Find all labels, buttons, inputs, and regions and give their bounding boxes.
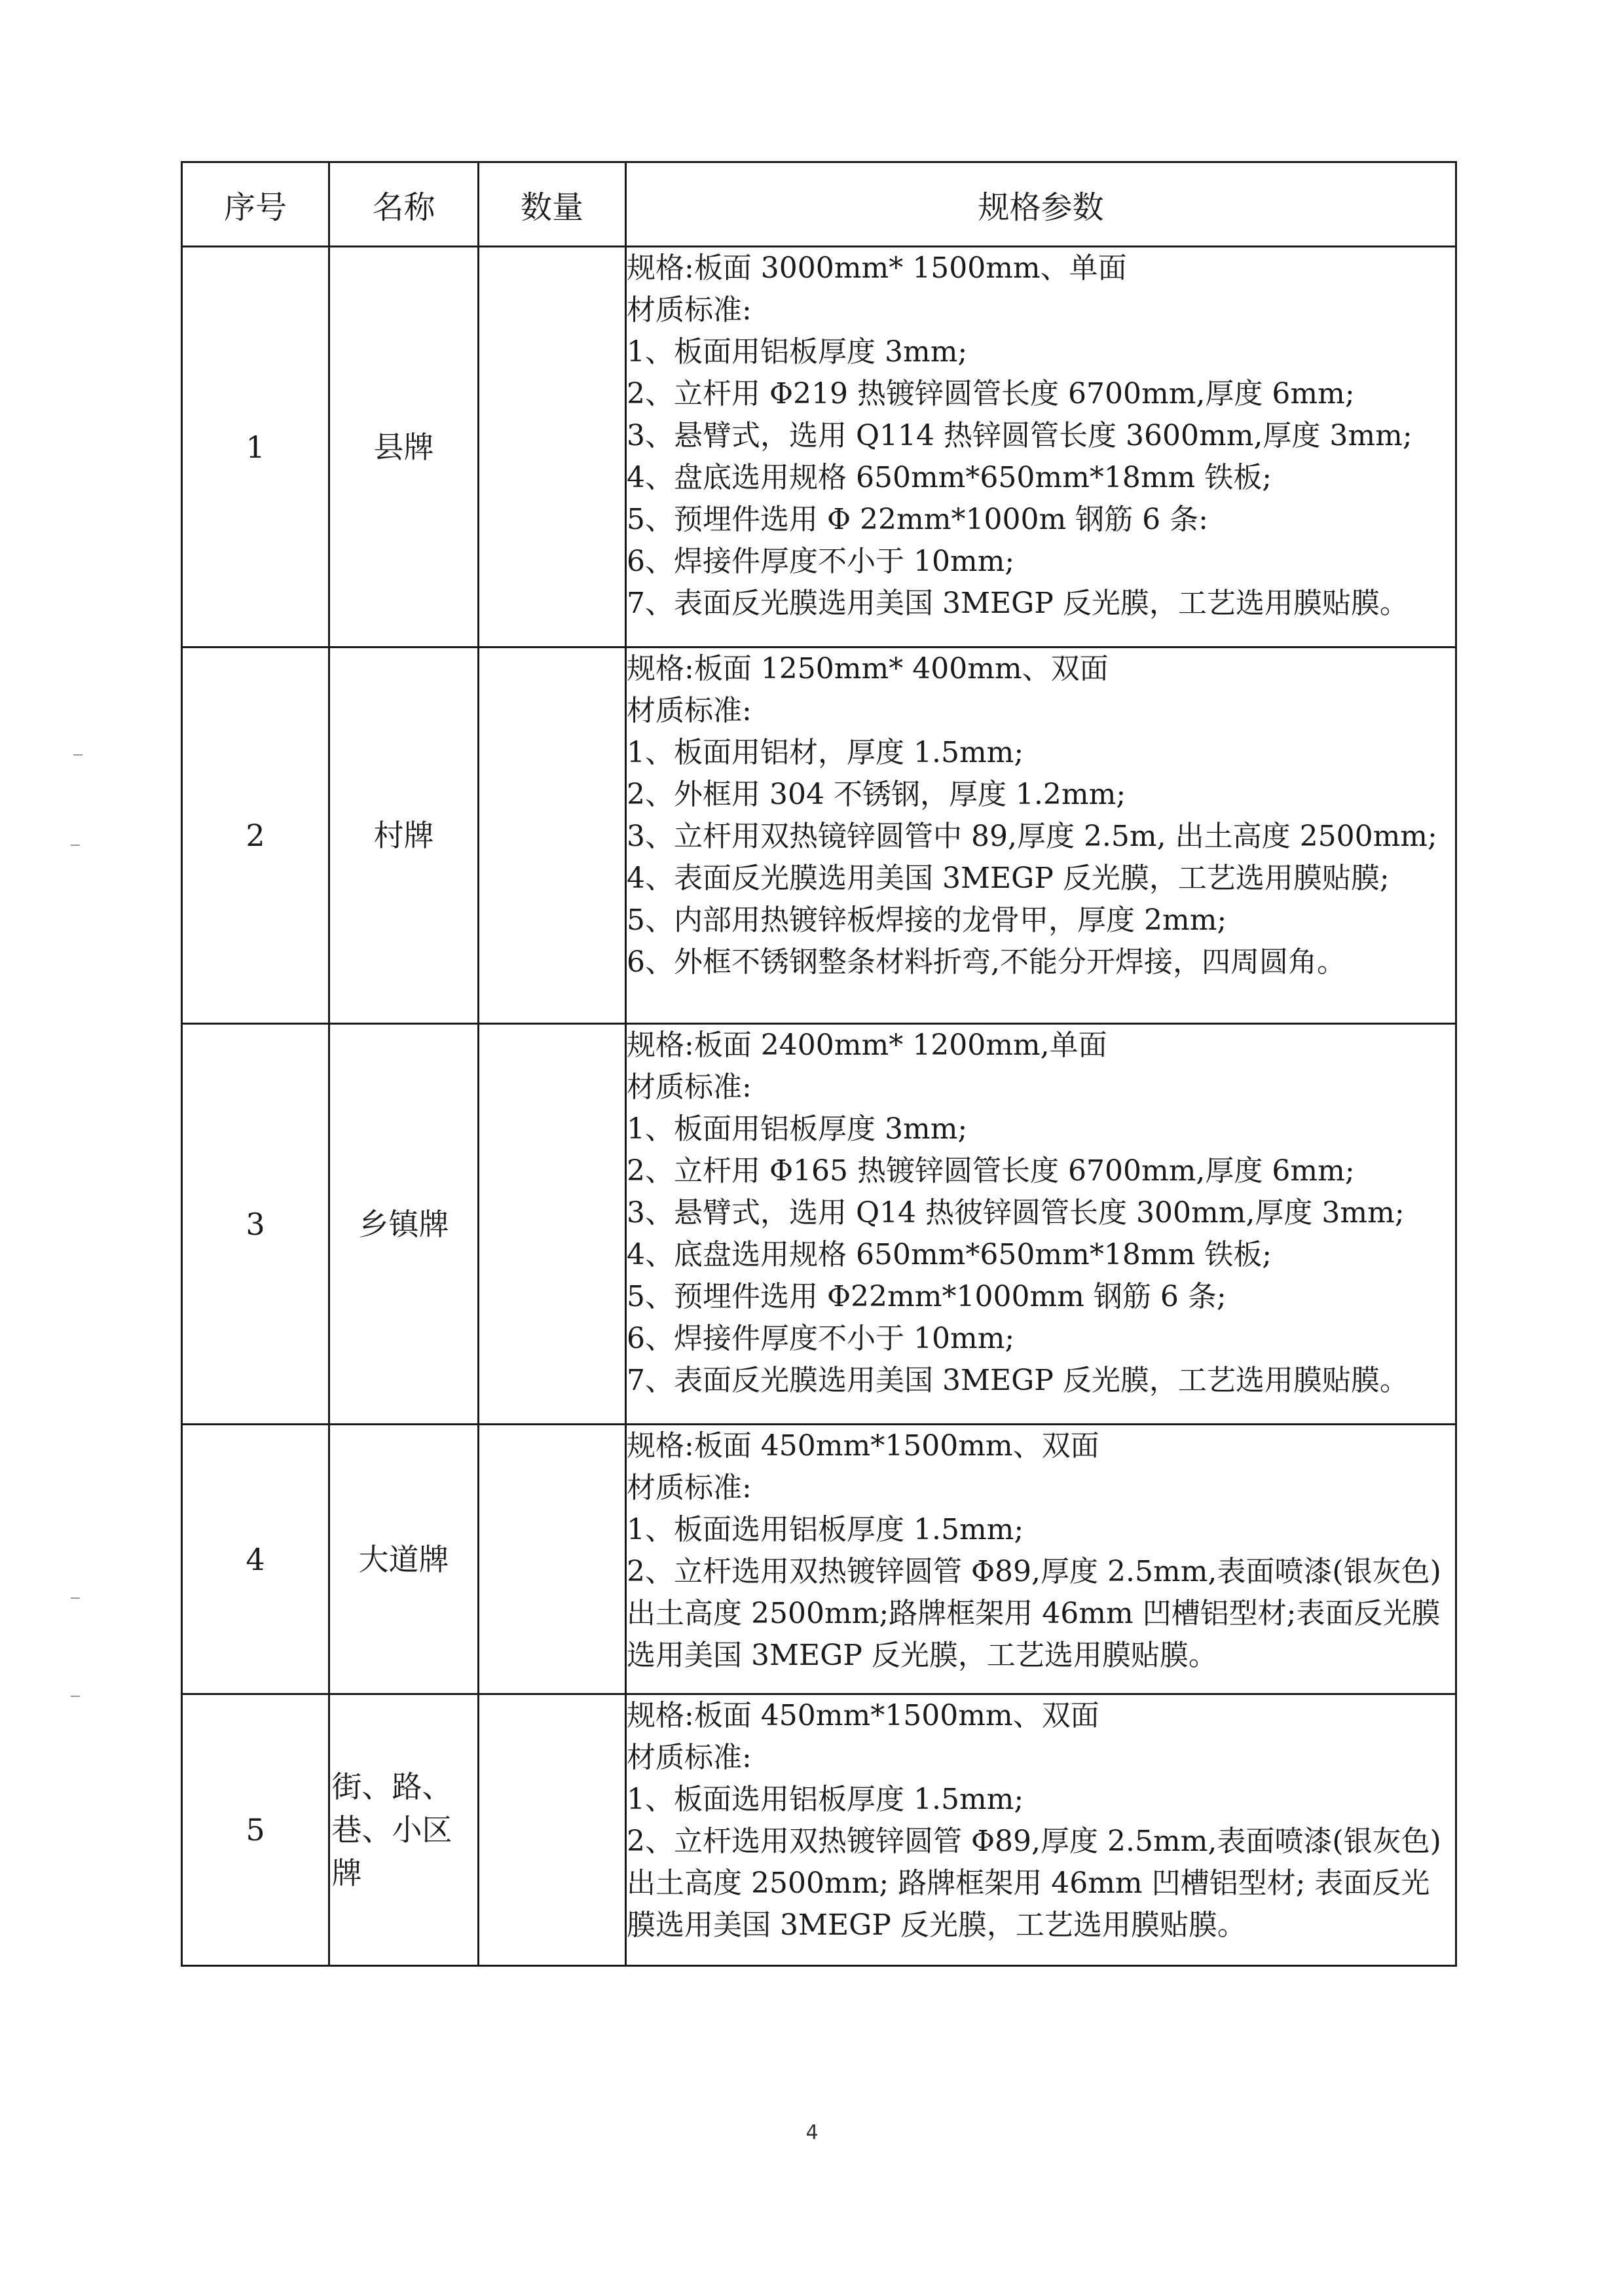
- spec-line: 4、底盘选用规格 650mm*650mm*18mm 铁板;: [627, 1238, 1272, 1271]
- spec-line: 3、悬臂式，选用 Q114 热锌圆管长度 3600mm,厚度 3mm;: [627, 419, 1412, 452]
- spec-line: 规格:板面 1250mm* 400mm、双面: [627, 652, 1109, 685]
- spec-line: 7、表面反光膜选用美国 3MEGP 反光膜，工艺选用膜贴膜。: [627, 1364, 1409, 1397]
- spec-line: 规格:板面 450mm*1500mm、双面: [627, 1429, 1099, 1463]
- row-name: 县牌: [329, 247, 479, 647]
- row-quantity: [479, 247, 626, 647]
- row-quantity: [479, 1694, 626, 1966]
- scan-mark: [71, 845, 80, 846]
- spec-line: 规格:板面 2400mm* 1200mm,单面: [627, 1029, 1107, 1062]
- row-name: 街、路、巷、小区牌: [331, 1769, 452, 1891]
- header-spec: 规格参数: [626, 162, 1456, 247]
- spec-line: 4、盘底选用规格 650mm*650mm*18mm 铁板;: [627, 461, 1272, 494]
- spec-line: 2、外框用 304 不锈钢，厚度 1.2mm;: [627, 778, 1126, 811]
- table-row: [182, 1024, 1456, 1425]
- spec-line: 1、板面用铝板厚度 3mm;: [627, 335, 968, 369]
- spec-line: 2、立杆用 Φ219 热镀锌圆管长度 6700mm,厚度 6mm;: [627, 377, 1355, 410]
- row-quantity: [479, 1425, 626, 1694]
- spec-line: 5、预埋件选用 Φ22mm*1000mm 钢筋 6 条;: [627, 1280, 1227, 1313]
- row-name-cell: [329, 1694, 479, 1966]
- spec-line: 材质标准:: [627, 1741, 752, 1774]
- row-index: 4: [182, 1425, 329, 1694]
- spec-line: 2、立杆用 Φ165 热镀锌圆管长度 6700mm,厚度 6mm;: [627, 1154, 1355, 1188]
- spec-line: 材质标准:: [627, 1471, 752, 1504]
- table-row: [182, 647, 1456, 1024]
- spec-line: 4、表面反光膜选用美国 3MEGP 反光膜，工艺选用膜贴膜;: [627, 862, 1390, 895]
- spec-line: 5、内部用热镀锌板焊接的龙骨甲，厚度 2mm;: [627, 903, 1227, 937]
- spec-line: 1、板面选用铝板厚度 1.5mm;: [627, 1783, 1024, 1816]
- spec-line: 6、外框不锈钢整条材料折弯,不能分开焊接，四周圆角。: [627, 945, 1346, 979]
- spec-line: 3、悬臂式，选用 Q14 热彼锌圆管长度 300mm,厚度 3mm;: [627, 1196, 1405, 1230]
- spec-line: 1、板面用铝材，厚度 1.5mm;: [627, 736, 1024, 769]
- row-index: 5: [182, 1694, 329, 1966]
- row-spec: [626, 1425, 1456, 1694]
- header-quantity: 数量: [479, 162, 626, 247]
- spec-line: 规格:板面 3000mm* 1500mm、单面: [627, 251, 1127, 285]
- row-name: 村牌: [329, 647, 479, 1024]
- spec-line: 6、焊接件厚度不小于 10mm;: [627, 545, 1015, 578]
- specification-table: [181, 161, 1457, 1967]
- scan-mark: [71, 1696, 80, 1697]
- row-spec: [626, 1024, 1456, 1425]
- spec-line: 材质标准:: [627, 1070, 752, 1104]
- row-quantity: [479, 1024, 626, 1425]
- row-name: 大道牌: [329, 1425, 479, 1694]
- spec-line: 2、立杆选用双热镀锌圆管 Φ89,厚度 2.5mm,表面喷漆(银灰色)出土高度 2500mm;路牌框架用 46mm 凹槽铝型材;表面反光膜选用美国 3MEGP 反光膜，工艺选用膜贴膜。: [627, 1555, 1441, 1672]
- page-number: 4: [805, 2121, 819, 2144]
- table-header-row: [182, 162, 1456, 247]
- spec-line: 6、焊接件厚度不小于 10mm;: [627, 1322, 1015, 1355]
- row-spec: [626, 647, 1456, 1024]
- spec-line: 3、立杆用双热镜锌圆管中 89,厚度 2.5m, 出土高度 2500mm;: [627, 820, 1437, 853]
- spec-line: 7、表面反光膜选用美国 3MEGP 反光膜，工艺选用膜贴膜。: [627, 587, 1409, 620]
- spec-line: 规格:板面 450mm*1500mm、双面: [627, 1699, 1099, 1732]
- spec-line: 材质标准:: [627, 293, 752, 327]
- row-index: 3: [182, 1024, 329, 1425]
- row-index: 2: [182, 647, 329, 1024]
- spec-line: 1、板面选用铝板厚度 1.5mm;: [627, 1513, 1024, 1546]
- spec-line: 材质标准:: [627, 694, 752, 727]
- table-row: [182, 1425, 1456, 1694]
- table-row: [182, 247, 1456, 647]
- table-row: [182, 1694, 1456, 1966]
- row-quantity: [479, 647, 626, 1024]
- header-index: 序号: [182, 162, 329, 247]
- spec-line: 5、预埋件选用 Φ 22mm*1000m 钢筋 6 条:: [627, 503, 1208, 536]
- row-spec: [626, 1694, 1456, 1966]
- row-name: 乡镇牌: [329, 1024, 479, 1425]
- header-name: 名称: [329, 162, 479, 247]
- row-spec: [626, 247, 1456, 647]
- scan-mark: [73, 754, 83, 756]
- spec-line: 2、立杆选用双热镀锌圆管 Φ89,厚度 2.5mm,表面喷漆(银灰色)出土高度 2500mm; 路牌框架用 46mm 凹槽铝型材; 表面反光膜选用美国 3MEGP 反光膜，工艺选用膜贴膜。: [627, 1825, 1441, 1942]
- scan-mark: [71, 1597, 80, 1599]
- spec-line: 1、板面用铝板厚度 3mm;: [627, 1112, 968, 1146]
- row-index: 1: [182, 247, 329, 647]
